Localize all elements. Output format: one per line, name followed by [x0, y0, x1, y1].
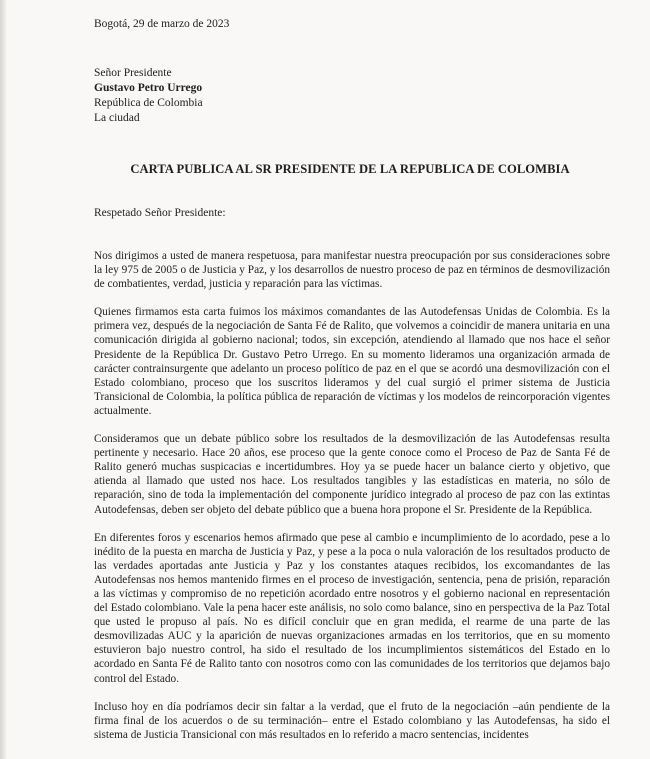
letter-title: CARTA PUBLICA AL SR PRESIDENTE DE LA REPUBLICA DE COLOMBIA — [130, 162, 570, 176]
body-paragraph-3: Consideramos que un debate público sobre los resultados de la desmovilización de las Autodefensas resulta pertinente y necesario. Hace 20 años, ese proceso que la gente conoce como el Proceso de Paz de Santa Fé de Ralito generó muchas suspicacias e incertidumbres. Hoy ya se puede hacer un balance cierto y objetivo, que atienda al llamado que usted nos hace. Los resultados tangibles y las estadísticas en materia, no sólo de reparación, sino de toda la implementación del componente jurídico integrado al proceso de paz con las extintas Autodefensas, deben ser objeto del debate público que a buena hora propone el Sr. Presidente de la República. — [94, 433, 610, 516]
recipient-name: Gustavo Petro Urrego — [94, 82, 203, 94]
page-edge-shadow — [0, 0, 6, 759]
body-paragraph-5: Incluso hoy en día podríamos decir sin faltar a la verdad, que el fruto de la negociación –aún pendiente de la firma final de los acuerdos o de su terminación– entre el Estado colombiano y las Autodefensas, ha sido el sistema de Justicia Transicional con más resultados en lo referido a macro sentencias, incidentes — [94, 700, 610, 741]
body-paragraph-4: En diferentes foros y escenarios hemos afirmado que pese al cambio e incumplimiento de lo acordado, pese a lo inédito de la puesta en marcha de Justicia y Paz, y pese a la poca o nula valoración de los resultados producto de las verdades aportadas ante Justicia y Paz y los constantes ataques recibidos, los excomandantes de las Autodefensas nos hemos mantenido firmes en el proceso de investigación, sentencia, pena de prisión, reparación a las víctimas y compromiso de no repetición acordado entre nosotros y el gobierno nacional en representación del Estado colombiano. Vale la pena hacer este análisis, no solo como balance, sino en perspectiva de la Paz Total que usted le propuso al país. No es difícil concluir que en gran medida, el rearme de una parte de las desmovilizadas AUC y la aparición de nuevas organizaciones armadas en los territorios, que en su momento estuvieron bajo nuestro control, ha sido el resultado de los incumplimientos sistemáticos del Estado en lo acordado en Santa Fé de Ralito tanto con nosotros como con las comunidades de los territorios que dejamos bajo control del Estado. — [94, 531, 610, 685]
body-paragraph-2: Quienes firmamos esta carta fuimos los máximos comandantes de las Autodefensas Unidas de Colombia. Es la primera vez, después de la negociación de Santa Fé de Ralito, que volvemos a coincidir de manera unitaria en una comunicación dirigida al gobierno nacional; todos, sin excepción, atendiendo al llamado que nos hace el señor Presidente de la República Dr. Gustavo Petro Urrego. En su momento lideramos una organización armada de carácter contrainsurgente que adelanto un proceso político de paz en el que se acordó una desmovilización con el Estado colombiano, proceso que los suscritos lideramos y del cual surgió el primer sistema de Justicia Transicional de Colombia, la política pública de reparación de víctimas y los modelos de reincorporación vigentes actualmente. — [94, 306, 610, 417]
recipient-salutation: Señor Presidente — [94, 67, 172, 79]
letter-date: Bogotá, 29 de marzo de 2023 — [94, 18, 230, 30]
recipient-block — [94, 66, 610, 126]
letter-greeting: Respetado Señor Presidente: — [94, 207, 226, 219]
recipient-country: República de Colombia — [94, 97, 203, 109]
body-paragraph-1: Nos dirigimos a usted de manera respetuosa, para manifestar nuestra preocupación por sus consideraciones sobre la ley 975 de 2005 o de Justicia y Paz, y los desarrollos de nuestro proceso de paz en términos de desmovilización de combatientes, verdad, justicia y reparación para las víctimas. — [94, 250, 610, 291]
recipient-city: La ciudad — [94, 112, 140, 124]
